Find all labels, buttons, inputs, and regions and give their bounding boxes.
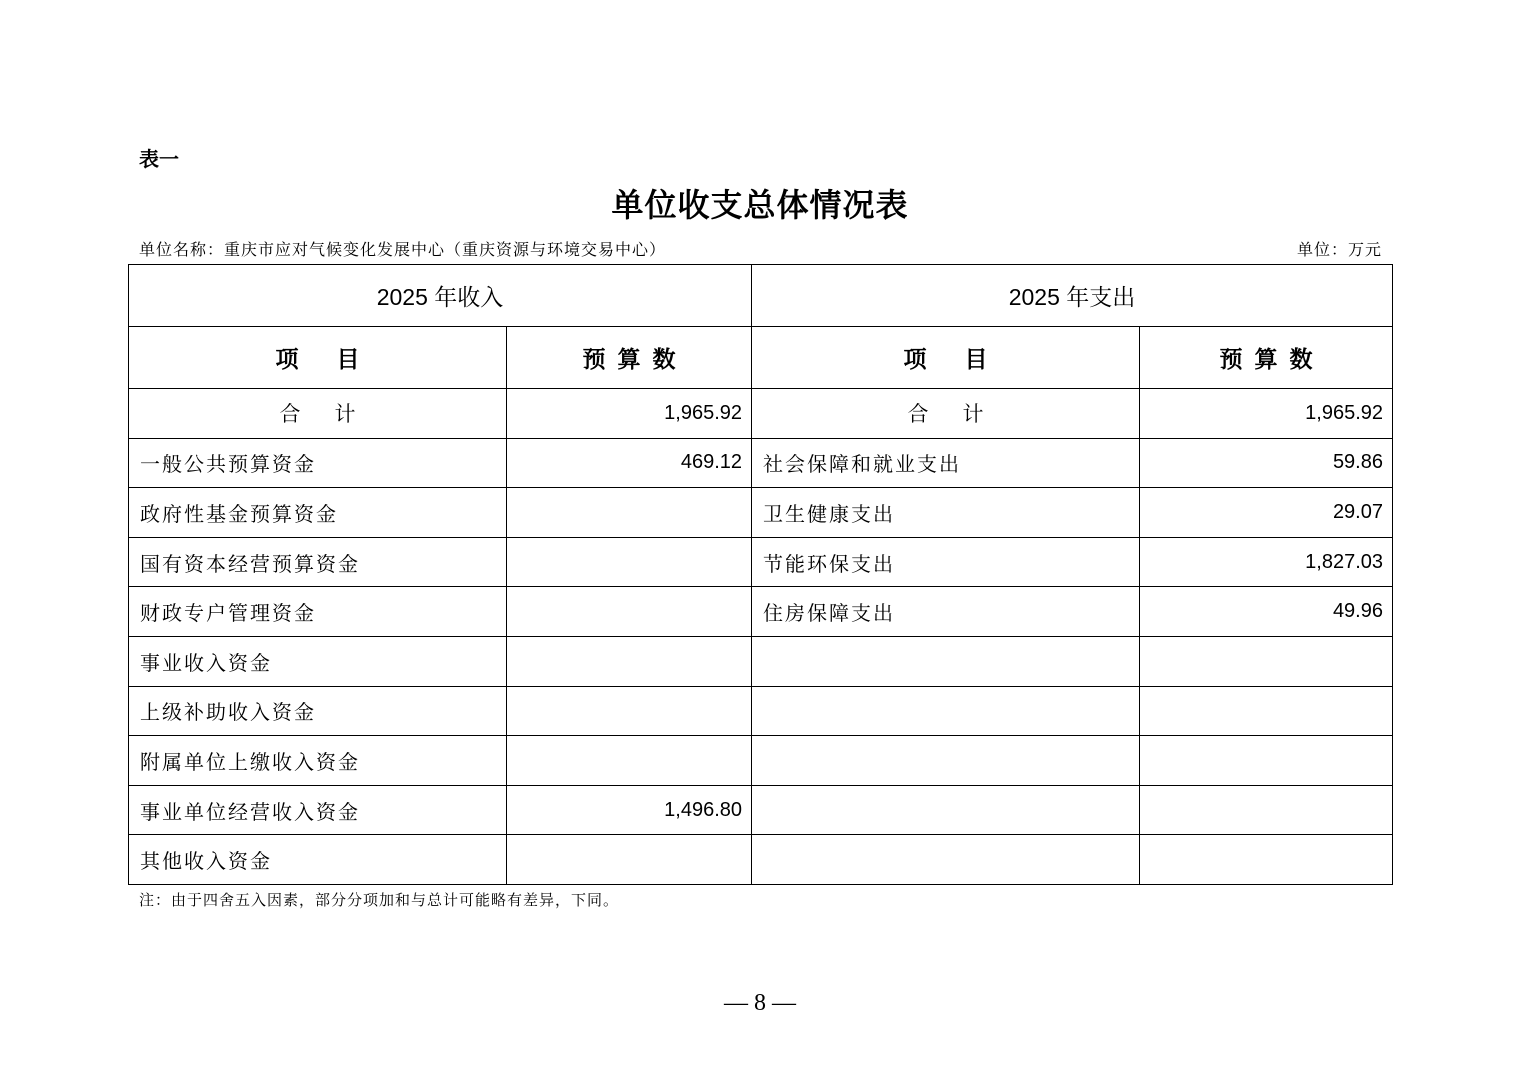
expense-amount-cell: 29.07	[1140, 488, 1393, 538]
income-item-cell: 事业收入资金	[129, 636, 507, 686]
income-amount-cell	[507, 736, 752, 786]
income-amount-cell	[507, 686, 752, 736]
page-title: 单位收支总体情况表	[611, 186, 909, 224]
table-row	[129, 636, 1393, 686]
expense-item-cell	[752, 636, 1140, 686]
income-item-cell: 一般公共预算资金	[129, 438, 507, 488]
expense-total-value: 1,965.92	[1140, 389, 1393, 439]
income-total-label: 合计	[129, 389, 507, 439]
expense-item-cell	[752, 785, 1140, 835]
table-row	[129, 438, 1393, 488]
income-amount-cell	[507, 587, 752, 637]
expense-amount-cell	[1140, 736, 1393, 786]
income-item-cell: 政府性基金预算资金	[129, 488, 507, 538]
unit-label: 单位：万元	[1296, 240, 1382, 259]
expense-item-cell: 社会保障和就业支出	[752, 438, 1140, 488]
expense-amount-cell	[1140, 785, 1393, 835]
table-row	[129, 587, 1393, 637]
income-amount-cell: 1,496.80	[507, 785, 752, 835]
group-header-row	[129, 265, 1393, 327]
income-item-cell: 事业单位经营收入资金	[129, 785, 507, 835]
income-total-value: 1,965.92	[507, 389, 752, 439]
income-item-cell: 上级补助收入资金	[129, 686, 507, 736]
income-amount-cell	[507, 835, 752, 885]
table-row	[129, 785, 1393, 835]
table-row	[129, 488, 1393, 538]
expense-item-cell: 卫生健康支出	[752, 488, 1140, 538]
page-number: — 8 —	[724, 990, 796, 1016]
expense-item-column-header: 项目	[752, 327, 1140, 389]
income-item-cell: 财政专户管理资金	[129, 587, 507, 637]
expense-item-cell	[752, 686, 1140, 736]
income-item-cell: 国有资本经营预算资金	[129, 537, 507, 587]
budget-table	[128, 264, 1393, 885]
column-header-row	[129, 327, 1393, 389]
expense-total-label: 合计	[752, 389, 1140, 439]
expense-amount-cell: 49.96	[1140, 587, 1393, 637]
income-item-column-header: 项目	[129, 327, 507, 389]
table-label: 表一	[139, 147, 179, 171]
expense-amount-cell	[1140, 636, 1393, 686]
table-row	[129, 736, 1393, 786]
expense-budget-column-header: 预算数	[1140, 327, 1393, 389]
income-amount-cell	[507, 488, 752, 538]
expense-item-cell	[752, 736, 1140, 786]
expense-item-cell: 节能环保支出	[752, 537, 1140, 587]
expense-amount-cell: 59.86	[1140, 438, 1393, 488]
income-amount-cell	[507, 636, 752, 686]
table-row	[129, 835, 1393, 885]
expense-amount-cell	[1140, 835, 1393, 885]
income-item-cell: 附属单位上缴收入资金	[129, 736, 507, 786]
income-budget-column-header: 预算数	[507, 327, 752, 389]
expense-item-cell: 住房保障支出	[752, 587, 1140, 637]
income-item-cell: 其他收入资金	[129, 835, 507, 885]
unit-name: 单位名称：重庆市应对气候变化发展中心（重庆资源与环境交易中心）	[139, 240, 667, 259]
total-row	[129, 389, 1393, 439]
income-amount-cell: 469.12	[507, 438, 752, 488]
table-row	[129, 537, 1393, 587]
expense-amount-cell: 1,827.03	[1140, 537, 1393, 587]
expense-item-cell	[752, 835, 1140, 885]
footnote: 注：由于四舍五入因素，部分分项加和与总计可能略有差异，下同。	[139, 891, 620, 909]
income-amount-cell	[507, 537, 752, 587]
income-header: 2025 年收入	[129, 265, 752, 327]
table-row	[129, 686, 1393, 736]
expense-amount-cell	[1140, 686, 1393, 736]
expense-header: 2025 年支出	[752, 265, 1393, 327]
